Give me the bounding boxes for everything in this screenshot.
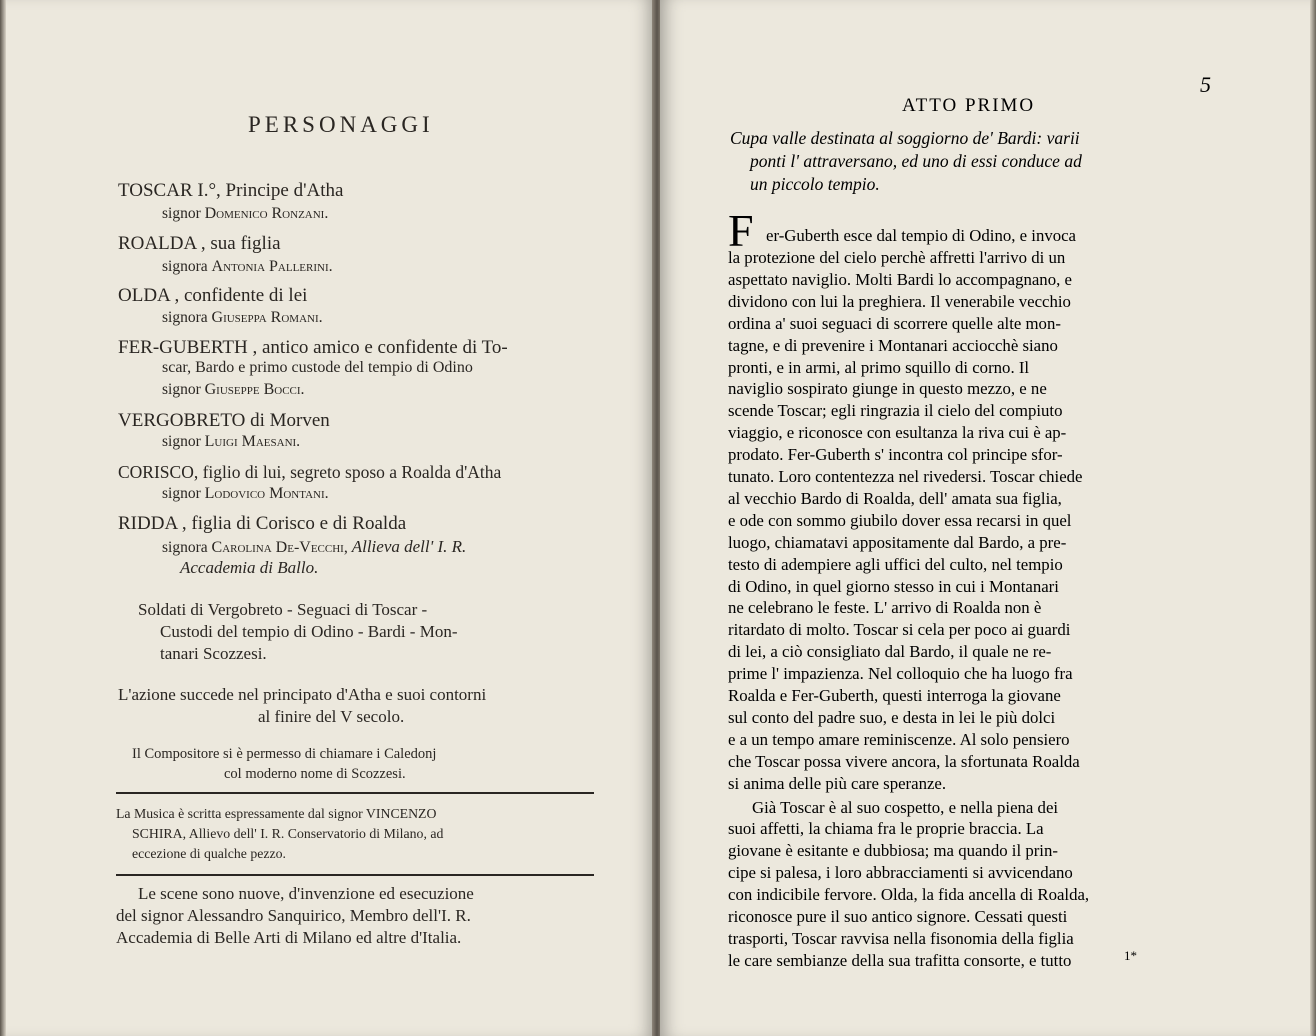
music-line: La Musica è scritta espressamente dal signor VINCENZO [116,806,437,821]
divider [116,874,594,876]
extras-line: Soldati di Vergobreto - Seguaci di Toscar - [138,600,428,619]
divider [116,792,594,794]
cast-title: PERSONAGGI [248,112,434,137]
cast-role: FER-GUBERTH , antico amico e confidente di To- [118,337,508,358]
extras-line: Custodi del tempio di Odino - Bardi - Mon- [160,622,458,641]
body-line: aspettato naviglio. Molti Bardi lo accompagnano, e [728,269,1072,289]
cast-role-continuation: scar, Bardo e primo custode del tempio di Odino [162,359,473,376]
act-title: ATTO PRIMO [902,95,1036,116]
body-line: la protezione del cielo perchè affretti l'arrivo di un [728,248,1066,267]
cast-actor: signor Giuseppe Bocci. [162,381,305,398]
body-line: ordina a' suoi seguaci di scorrere quelle alte mon- [728,313,1061,333]
body-line: e a un tempo amare reminiscenze. Al solo pensiero [728,729,1070,749]
cast-role: OLDA , confidente di lei [118,285,308,306]
body-line: cipe si palesa, i loro abbracciamenti si avvicendano [728,863,1073,883]
body-line: giovane è esitante e dubbiosa; ma quando il prin- [728,841,1058,861]
body-line: di lei, a ciò consigliato dal Bardo, il quale ne re- [728,642,1052,662]
stage-direction-line: Cupa valle destinata al soggiorno de' Bardi: varii [730,128,1080,148]
page-edge [1310,0,1316,1036]
cast-role: CORISCO, figlio di lui, segreto sposo a Roalda d'Atha [118,462,502,482]
stage-direction-line: ponti l' attraversano, ed uno di essi conduce ad [750,151,1082,171]
cast-actor: signora Antonia Pallerini. [162,258,333,275]
cast-actor: signor Lodovico Montani. [162,485,329,502]
cast-actor: signor Luigi Maesani. [162,433,301,450]
body-line: naviglio sospirato giunge in questo mezzo, e ne [728,379,1047,399]
body-line: Già Toscar è al suo cospetto, e nella piena dei [752,797,1059,817]
body-line: scende Toscar; egli ringrazia il cielo del compiuto [728,401,1063,421]
drop-cap: F [728,205,754,256]
cast-actor: signora Carolina De-Vecchi, Allieva dell' I. R. [162,537,467,556]
page-edge [0,0,6,1036]
body-line: ne celebrano le feste. L' arrivo di Roalda non è [728,598,1042,618]
scenes-line: Le scene sono nuove, d'invenzione ed esecuzione [138,884,474,903]
body-line: viaggio, e riconosce con esultanza la riva cui è ap- [728,423,1067,443]
body-line: ritardato di molto. Toscar si cela per poco ai guardi [728,620,1071,640]
body-line: sul conto del padre suo, e desta in lei le più dolci [728,707,1056,727]
body-line: tagne, e di prevenire i Montanari acciocchè siano [728,335,1058,355]
left-page [0,0,654,1036]
music-line: SCHIRA, Allievo dell' I. R. Conservatorio di Milano, ad [132,826,444,841]
note-line: col moderno nome di Scozzesi. [224,766,406,782]
body-line: er-Guberth esce dal tempio di Odino, e invoca [766,226,1077,245]
cast-actor-note: Accademia di Ballo. [180,558,319,577]
body-line: e ode con sommo giubilo dover essa recarsi in quel [728,510,1072,530]
body-line: prodato. Fer-Guberth s' incontra col principe sfor- [728,445,1063,465]
body-line: tunato. Loro contentezza nel rivedersi. Toscar chiede [728,467,1083,486]
body-line: trasporti, Toscar ravvisa nella fisonomia della figlia [728,928,1074,948]
body-line: di Odino, in quel giorno stesso in cui i Montanari [728,576,1059,596]
note-line: Il Compositore si è permesso di chiamare i Caledonj [132,746,437,762]
music-line: eccezione di qualche pezzo. [132,846,286,861]
body-line: si anima delle più care speranze. [728,773,947,793]
body-line: riconosce pure il suo antico signore. Cessati questi [728,907,1068,926]
stage-direction-line: un piccolo tempio. [750,174,880,194]
cast-role: ROALDA , sua figlia [118,233,281,254]
cast-actor: signora Giuseppa Romani. [162,309,323,326]
cast-actor: signor Domenico Ronzani. [162,205,329,222]
body-line: prime l' impazienza. Nel colloquio che ha luogo fra [728,664,1073,684]
extras-line: tanari Scozzesi. [160,644,267,663]
body-line: dividono con lui la preghiera. Il venerabile vecchio [728,291,1071,311]
page-number: 5 [1200,72,1211,97]
setting-line: al finire del V secolo. [258,707,405,726]
body-line: al vecchio Bardo di Roalda, dell' amata sua figlia, [728,488,1062,508]
cast-role: RIDDA , figlia di Corisco e di Roalda [118,513,407,534]
setting-line: L'azione succede nel principato d'Atha e suoi contorni [118,685,487,704]
cast-role: TOSCAR I.°, Principe d'Atha [118,180,344,201]
scenes-line: del signor Alessandro Sanquirico, Membro dell'I. R. [116,906,471,925]
body-line: le care sembianze della sua trafitta consorte, e tutto [728,950,1072,970]
body-line: suoi affetti, la chiama fra le proprie braccia. La [728,819,1044,839]
body-line: luogo, chiamatavi appositamente dal Bardo, a pre- [728,532,1067,552]
body-line: pronti, e in armi, al primo squillo di corno. Il [728,357,1030,377]
body-line: testo di adempiere agli uffici del culto, nel tempio [728,554,1063,574]
signature-mark: 1* [1124,948,1137,963]
body-line: con indicibile fervore. Olda, la fida ancella di Roalda, [728,885,1090,905]
cast-role: VERGOBRETO di Morven [118,410,330,431]
body-line: Roalda e Fer-Guberth, questi interroga la giovane [728,686,1061,705]
body-line: che Toscar possa vivere ancora, la sfortunata Roalda [728,751,1080,771]
scenes-line: Accademia di Belle Arti di Milano ed altre d'Italia. [116,928,462,947]
